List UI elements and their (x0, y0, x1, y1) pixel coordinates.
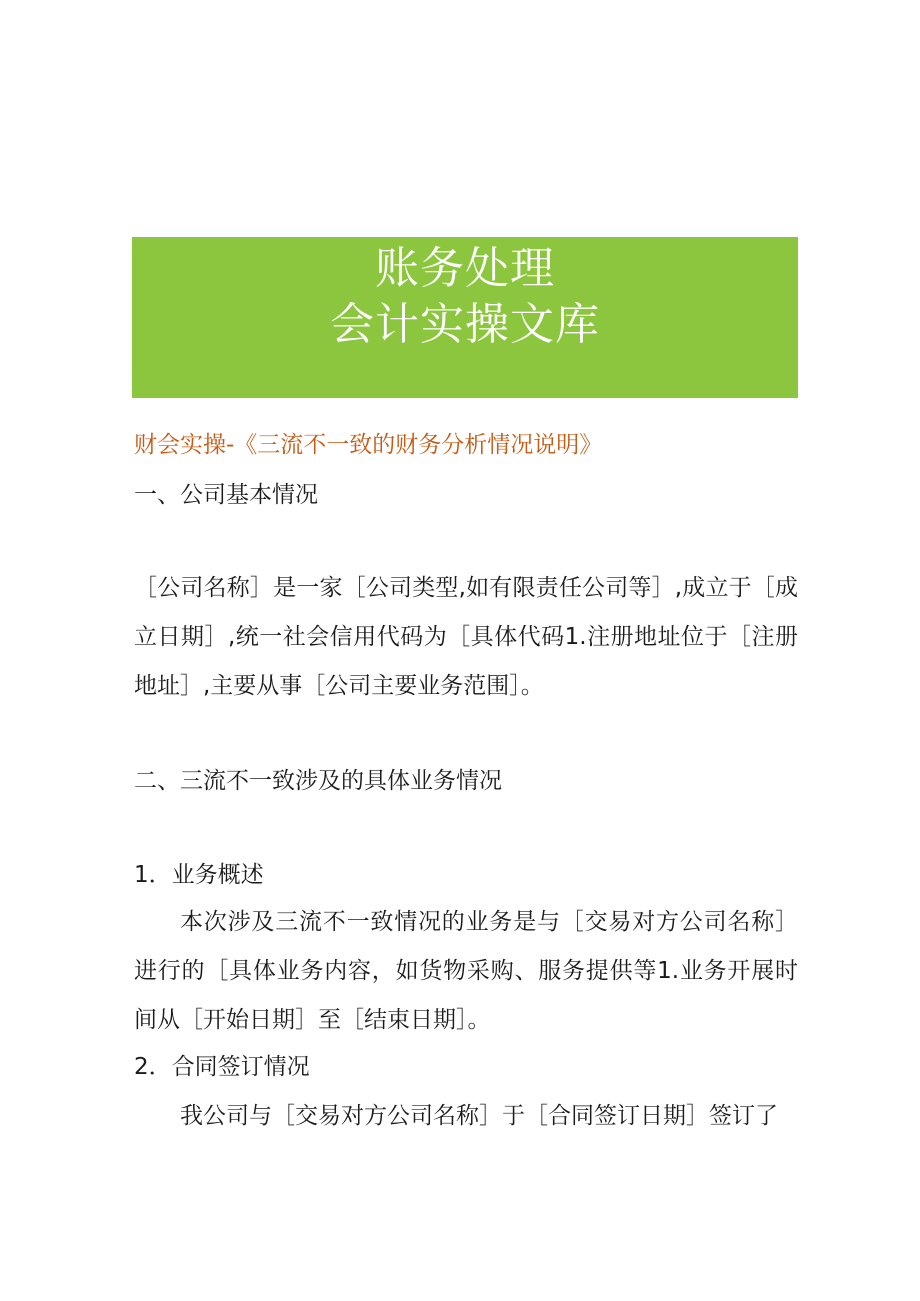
document-title: 财会实操-《三流不一致的财务分析情况说明》 (134, 432, 603, 458)
item1-paragraph: 本次涉及三流不一致情况的业务是与［交易对方公司名称］进行的［具体业务内容，如货物采购、服务提供等1.业务开展时间从［开始日期］至［结束日期］。 (134, 909, 798, 1033)
item1-heading: 1．业务概述 (134, 862, 264, 888)
header-banner (132, 237, 798, 398)
banner-title-line1: 账务处理 (375, 243, 555, 294)
item2-heading: 2．合同签订情况 (134, 1054, 310, 1080)
section2-heading: 二、三流不一致涉及的具体业务情况 (134, 768, 502, 794)
section1-paragraph: ［公司名称］是一家［公司类型,如有限责任公司等］,成立于［成立日期］,统一社会信用代码为［具体代码1.注册地址位于［注册地址］,主要从事［公司主要业务范围］。 (134, 575, 798, 699)
item2-paragraph: 我公司与［交易对方公司名称］于［合同签订日期］签订了 (180, 1103, 778, 1129)
section1-heading: 一、公司基本情况 (134, 482, 318, 508)
banner-title-line2: 会计实操文库 (330, 299, 600, 350)
